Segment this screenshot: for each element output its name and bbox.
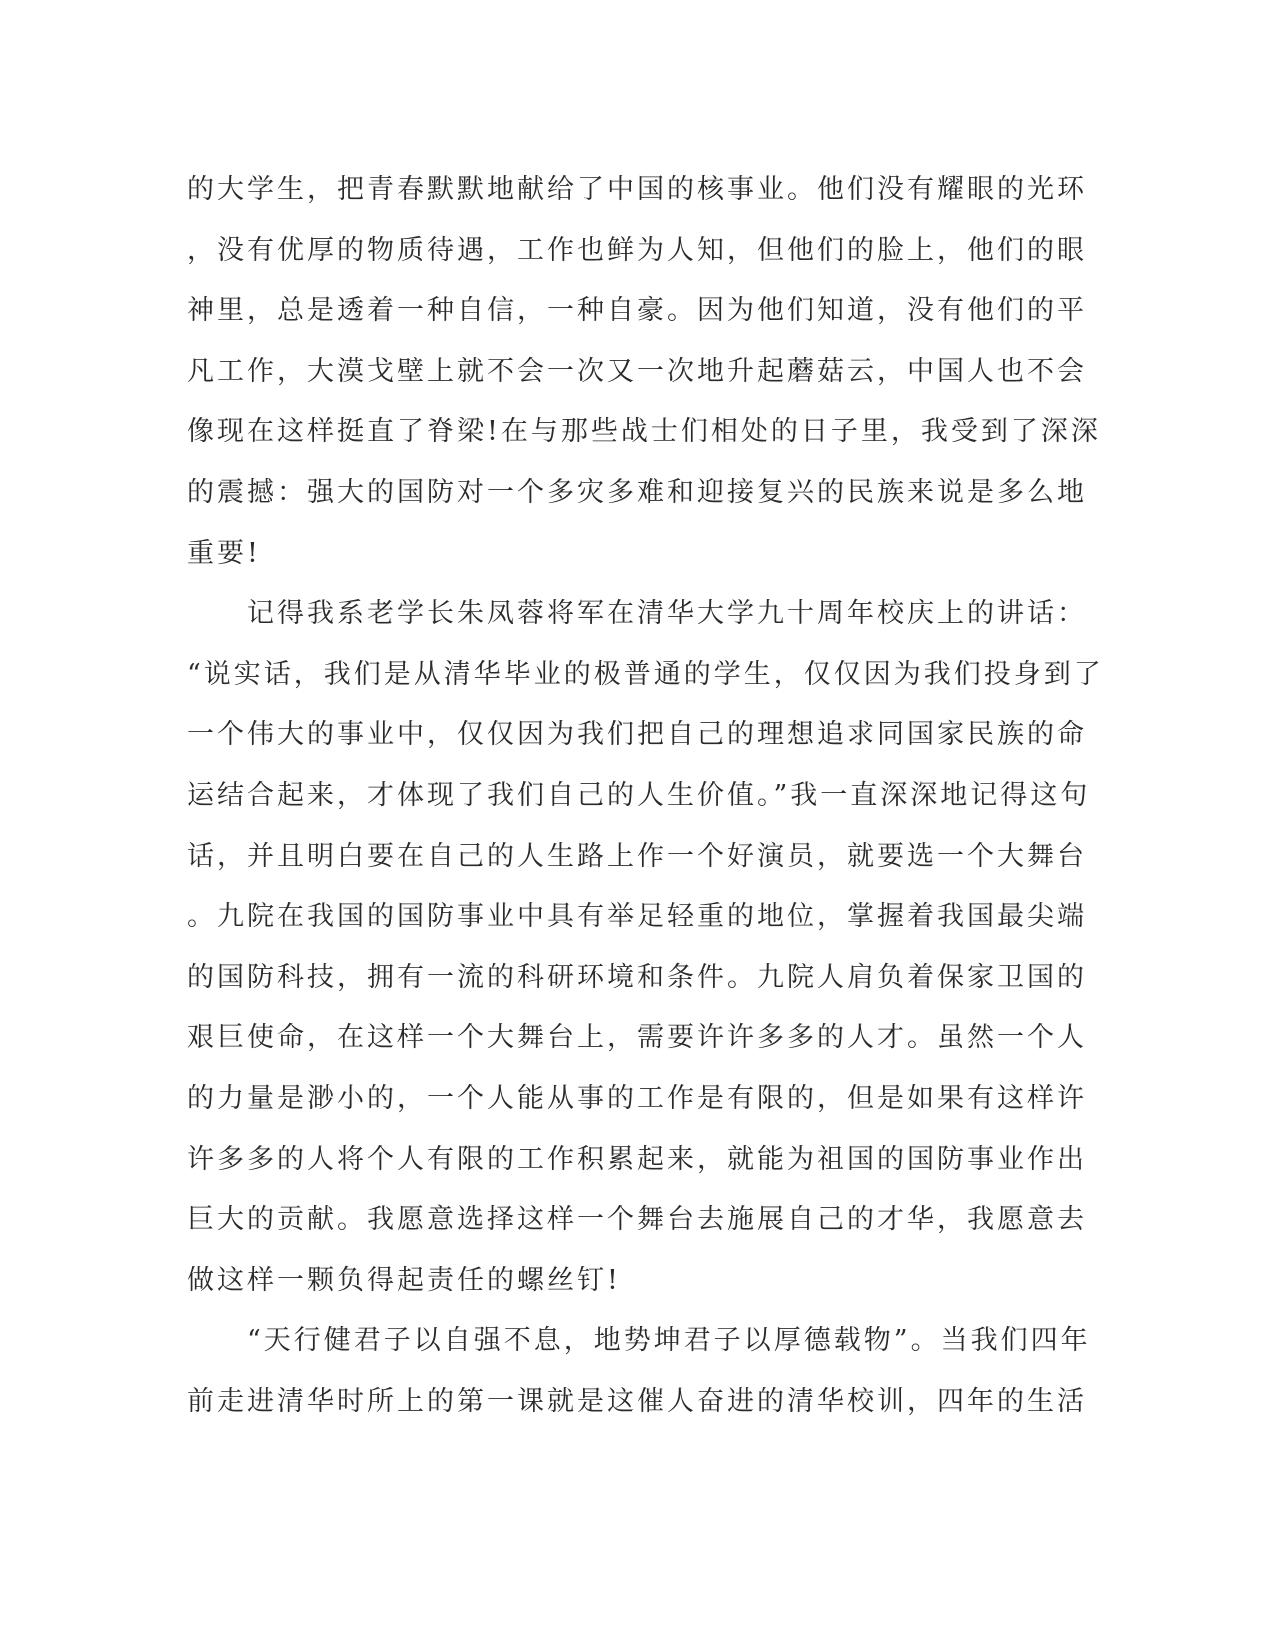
text-line: 做这样一颗负得起责任的螺丝钉! <box>187 1264 621 1296</box>
text-line: “天行健君子以自强不息，地势坤君子以厚德载物”。当我们四年 <box>187 1325 1091 1357</box>
text-line: 话，并且明白要在自己的人生路上作一个好演员，就要选一个大舞台 <box>187 840 1087 872</box>
text-line: 许多多的人将个人有限的工作积累起来，就能为祖国的国防事业作出 <box>187 1143 1087 1175</box>
text-line: 的震撼：强大的国防对一个多灾多难和迎接复兴的民族来说是多么地 <box>187 476 1087 508</box>
text-line: 的力量是渺小的，一个人能从事的工作是有限的，但是如果有这样许 <box>187 1082 1087 1114</box>
text-line: 一个伟大的事业中，仅仅因为我们把自己的理想追求同国家民族的命 <box>187 719 1087 751</box>
text-line: 记得我系老学长朱凤蓉将军在清华大学九十周年校庆上的讲话： <box>187 598 1087 630</box>
text-line: 像现在这样挺直了脊梁!在与那些战士们相处的日子里，我受到了深深 <box>187 416 1101 448</box>
body-text <box>187 160 1104 1432</box>
text-line: 艰巨使命，在这样一个大舞台上，需要许许多多的人才。虽然一个人 <box>187 1022 1087 1054</box>
text-line: ，没有优厚的物质待遇，工作也鲜为人知，但他们的脸上，他们的眼 <box>187 234 1087 266</box>
text-line: 重要! <box>187 537 261 569</box>
text-line: 巨大的贡献。我愿意选择这样一个舞台去施展自己的才华，我愿意去 <box>187 1204 1087 1236</box>
text-line: 运结合起来，才体现了我们自己的人生价值。”我一直深深地记得这句 <box>187 779 1091 811</box>
text-line: 凡工作，大漠戈壁上就不会一次又一次地升起蘑菇云，中国人也不会 <box>187 355 1087 387</box>
text-line: 神里，总是透着一种自信，一种自豪。因为他们知道，没有他们的平 <box>187 295 1087 327</box>
text-line: 的国防科技，拥有一流的科研环境和条件。九院人肩负着保家卫国的 <box>187 961 1087 993</box>
text-line: 前走进清华时所上的第一课就是这催人奋进的清华校训，四年的生活 <box>187 1385 1087 1417</box>
text-line: 。九院在我国的国防事业中具有举足轻重的地位，掌握着我国最尖端 <box>187 901 1087 933</box>
text-line: 的大学生，把青春默默地献给了中国的核事业。他们没有耀眼的光环 <box>187 174 1087 205</box>
text-line: “说实话，我们是从清华毕业的极普通的学生，仅仅因为我们投身到了 <box>187 658 1104 690</box>
